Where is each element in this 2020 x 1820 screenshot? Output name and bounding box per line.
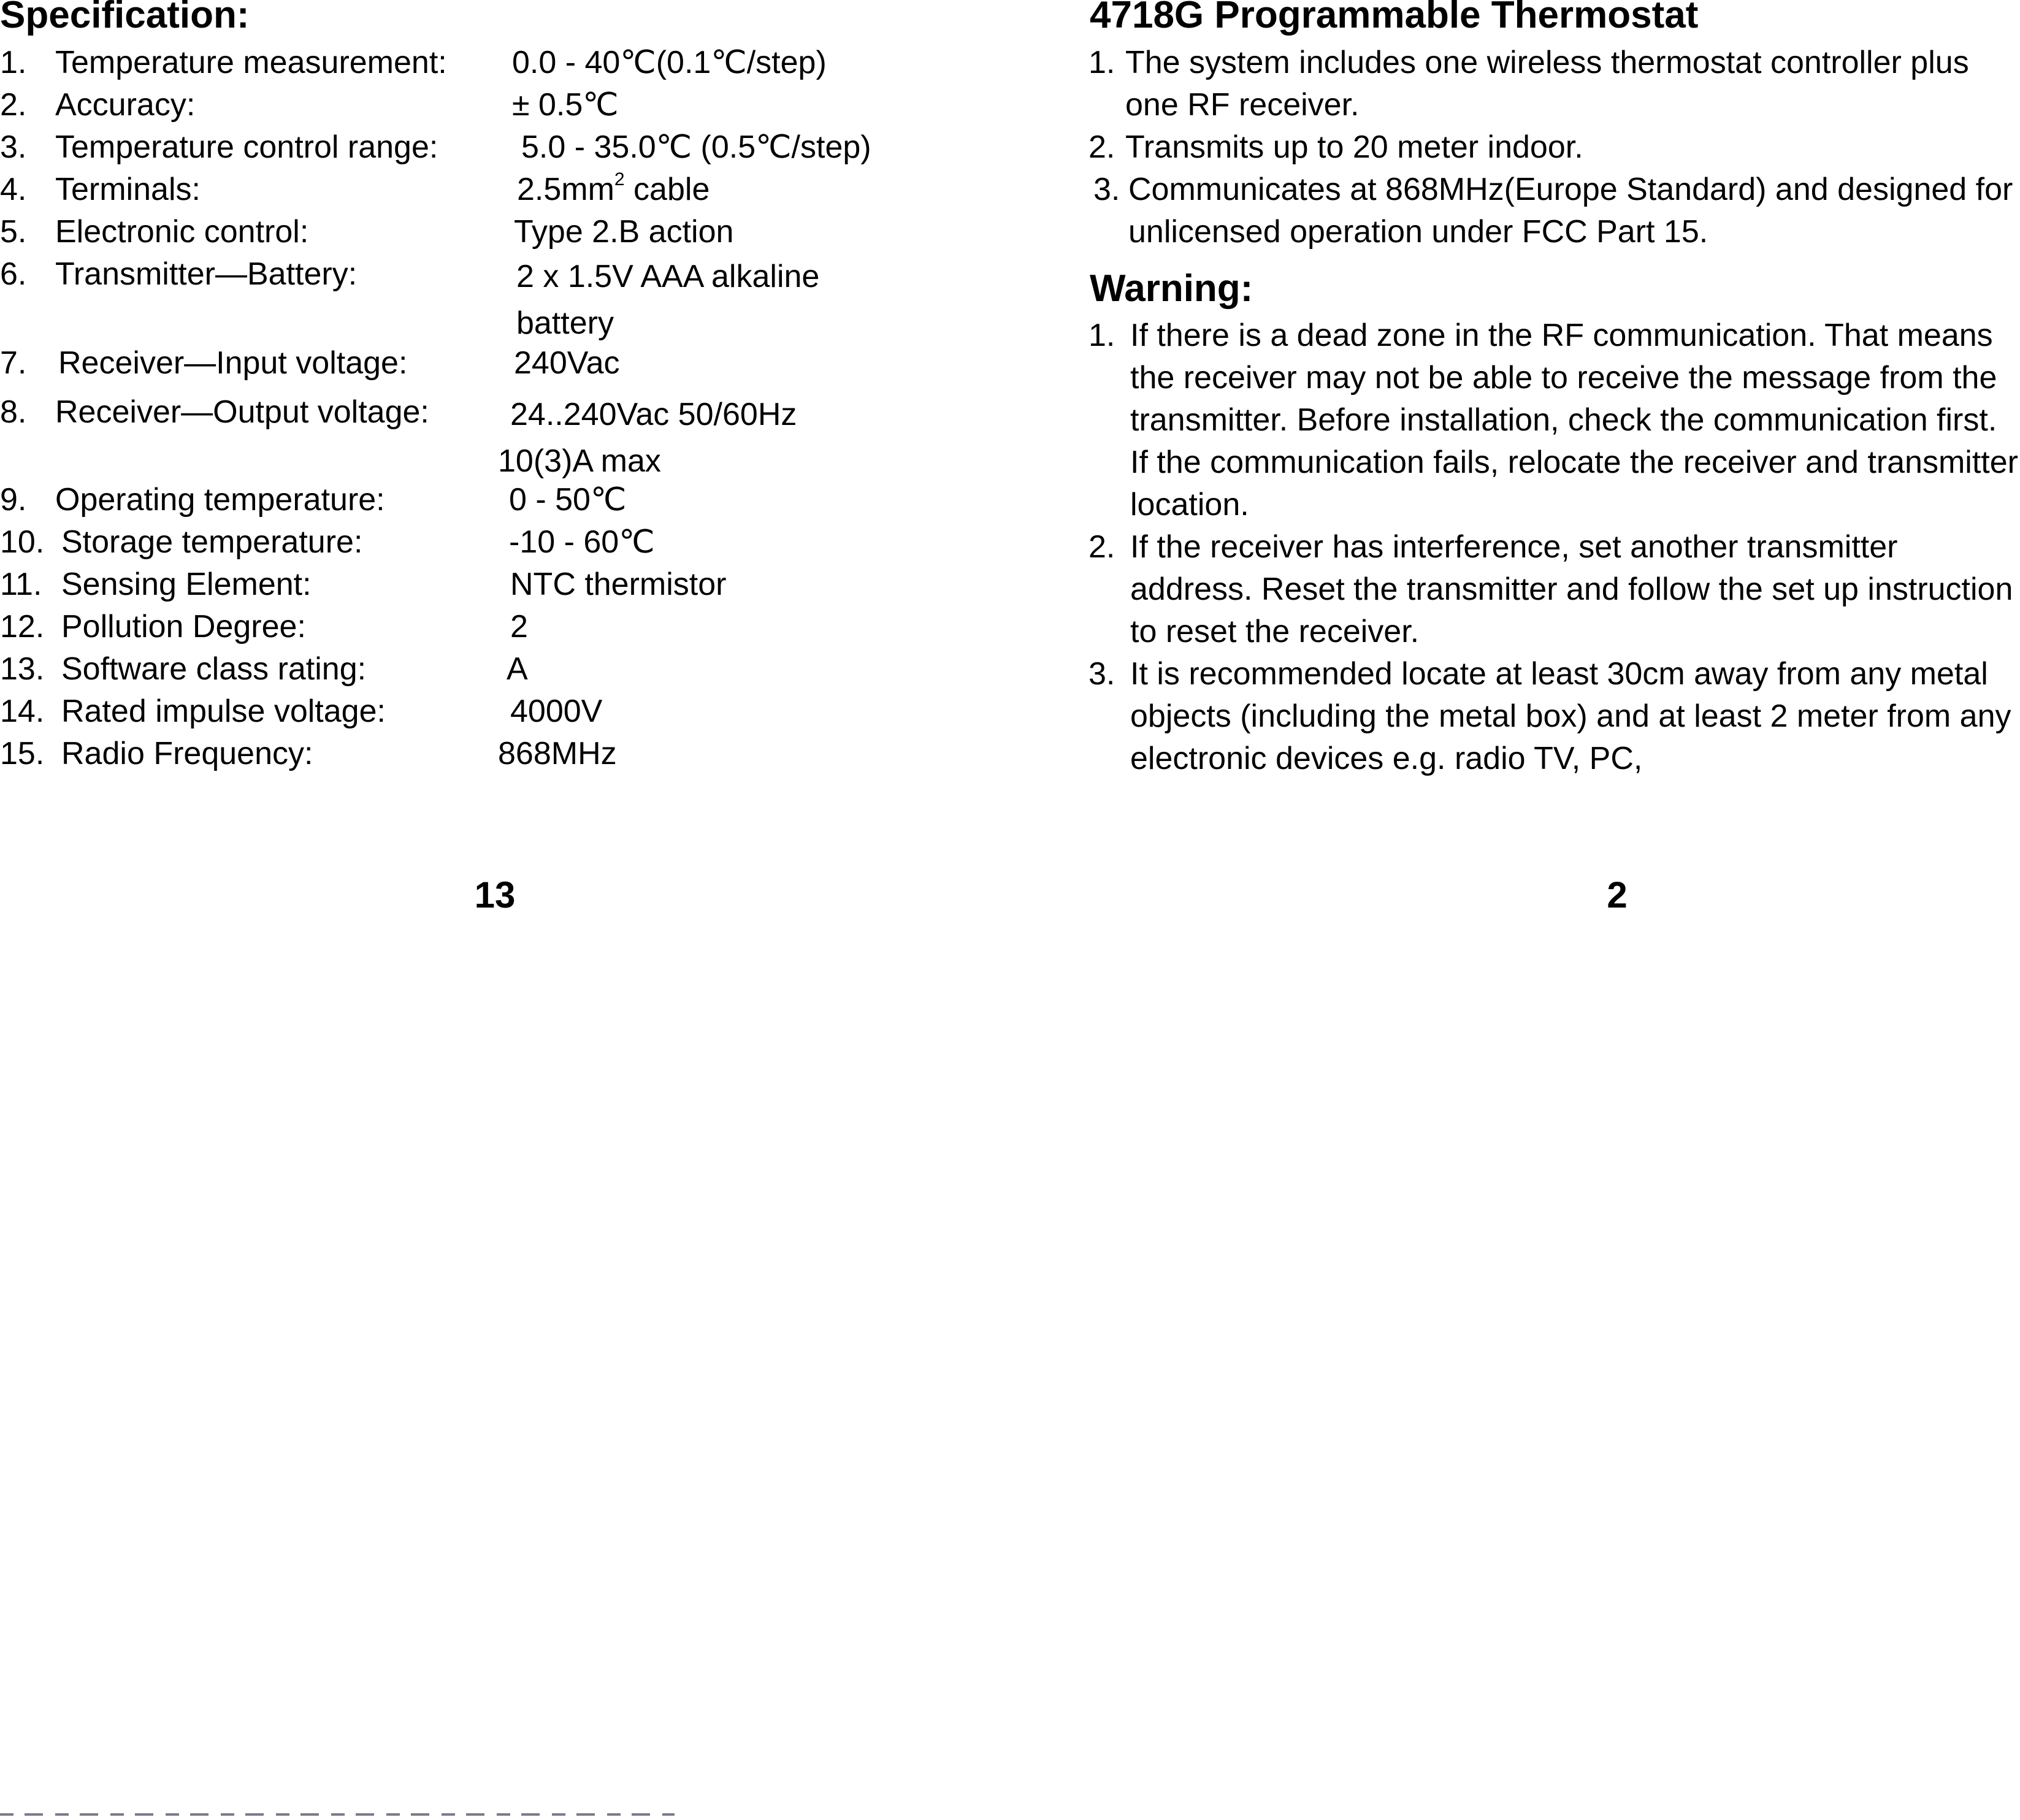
list-item	[1088, 169, 2020, 253]
specification-list	[0, 42, 981, 775]
spec-number: 1.	[0, 45, 27, 80]
spec-item	[0, 253, 981, 342]
right-page	[1088, 0, 2020, 969]
spec-item	[0, 690, 981, 733]
spec-item	[0, 126, 981, 169]
list-item	[1088, 526, 2020, 653]
spec-number: 4.	[0, 172, 27, 207]
spec-number: 8.	[0, 394, 27, 430]
spec-label: Receiver—Input voltage:	[58, 345, 408, 381]
warning-heading: Warning:	[1090, 267, 1253, 310]
item-number: 3.	[1088, 656, 1115, 692]
item-number: 1.	[1088, 45, 1115, 80]
spec-item	[0, 479, 981, 521]
spec-value	[517, 169, 983, 211]
spec-value: NTC thermistor	[510, 567, 727, 602]
spec-value: 5.0 - 35.0℃ (0.5℃/step)	[521, 129, 871, 165]
warning-list	[1088, 315, 2020, 780]
item-text: The system includes one wireless thermostat controller plus one RF receiver.	[1125, 45, 1969, 123]
list-item	[1088, 126, 2020, 169]
spec-label: Temperature control range:	[55, 129, 438, 165]
spec-number: 5.	[0, 214, 27, 250]
spec-label: Sensing Element:	[61, 567, 312, 602]
list-item	[1088, 315, 2020, 526]
terminal-size: 2.5mm	[517, 172, 614, 207]
item-number: 3.	[1093, 172, 1120, 207]
spec-number: 10.	[0, 524, 45, 560]
spec-number: 15.	[0, 736, 45, 771]
spec-value: Type 2.B action	[514, 214, 734, 250]
footer-line	[0, 1813, 675, 1816]
spec-label: Terminals:	[55, 172, 201, 207]
spec-label: Operating temperature:	[55, 482, 385, 518]
spec-item	[0, 564, 981, 606]
list-item	[1088, 42, 2020, 126]
item-text: It is recommended locate at least 30cm away from any metal objects (including the metal box) and at least 2 meter from any electronic devices e.g. radio TV, PC,	[1130, 656, 2011, 776]
spec-label: Storage temperature:	[61, 524, 363, 560]
spec-label: Rated impulse voltage:	[61, 694, 386, 729]
spec-number: 13.	[0, 651, 45, 687]
spec-item	[0, 42, 981, 84]
product-heading: 4718G Programmable Thermostat	[1090, 0, 1699, 36]
spec-item	[0, 648, 981, 690]
spec-value: A	[507, 651, 528, 687]
spec-label: Temperature measurement:	[55, 45, 447, 80]
specification-heading: Specification:	[0, 0, 250, 36]
spec-label: Electronic control:	[55, 214, 309, 250]
spec-label: Accuracy:	[55, 87, 196, 123]
spec-value: ± 0.5℃	[512, 87, 619, 123]
spec-value: 4000V	[510, 694, 603, 729]
spec-item	[0, 342, 981, 391]
spec-item	[0, 84, 981, 126]
spec-value: 0 - 50℃	[509, 482, 627, 518]
spec-number: 11.	[0, 567, 42, 602]
page-number: 2	[1607, 874, 1628, 916]
spec-label: Pollution Degree:	[61, 609, 306, 644]
spec-number: 7.	[0, 345, 27, 381]
superscript-two: 2	[614, 169, 625, 189]
spec-number: 12.	[0, 609, 45, 644]
spec-value: 868MHz	[498, 736, 617, 771]
spec-item	[0, 606, 981, 648]
cropped-footer-text	[0, 1806, 675, 1820]
intro-list	[1088, 42, 2020, 253]
item-text: Communicates at 868MHz(Europe Standard) and designed for unlicensed operation under FCC Part 15.	[1128, 172, 2013, 250]
spec-item	[0, 211, 981, 253]
left-page	[0, 0, 993, 969]
spec-number: 3.	[0, 129, 27, 165]
spec-label: Transmitter—Battery:	[55, 256, 358, 292]
spec-number: 14.	[0, 694, 45, 729]
spec-label: Software class rating:	[61, 651, 367, 687]
spec-item	[0, 391, 981, 479]
spec-item	[0, 169, 981, 211]
spec-value: 0.0 - 40℃(0.1℃/step)	[512, 45, 827, 80]
spec-value: 24..240Vac 50/60Hz 10(3)A max	[498, 397, 797, 479]
page-number: 13	[474, 874, 516, 916]
spec-value: 2 x 1.5V AAA alkaline battery	[516, 259, 820, 341]
spec-value: 2	[510, 609, 528, 644]
spec-number: 9.	[0, 482, 27, 518]
spec-label: Receiver—Output voltage:	[55, 394, 429, 430]
spec-value: -10 - 60℃	[509, 524, 655, 560]
terminal-suffix: cable	[624, 172, 710, 207]
list-item	[1088, 653, 2020, 780]
item-text: Transmits up to 20 meter indoor.	[1125, 129, 1583, 165]
spec-label: Radio Frequency:	[61, 736, 313, 771]
item-number: 2.	[1088, 129, 1115, 165]
spec-value: 240Vac	[514, 345, 620, 381]
spec-number: 2.	[0, 87, 27, 123]
item-number: 2.	[1088, 529, 1115, 565]
item-text: If there is a dead zone in the RF communication. That means the receiver may not be able to receive the message from the transmitter. Before installation, check the communication first. If the communication fails, relocate the receiver and transmitter location.	[1130, 318, 2018, 522]
spec-number: 6.	[0, 256, 27, 292]
item-number: 1.	[1088, 318, 1115, 353]
item-text: If the receiver has interference, set another transmitter address. Reset the transmitter and follow the set up instruction to reset the receiver.	[1130, 529, 2013, 649]
spec-item	[0, 733, 981, 775]
spec-item	[0, 521, 981, 564]
